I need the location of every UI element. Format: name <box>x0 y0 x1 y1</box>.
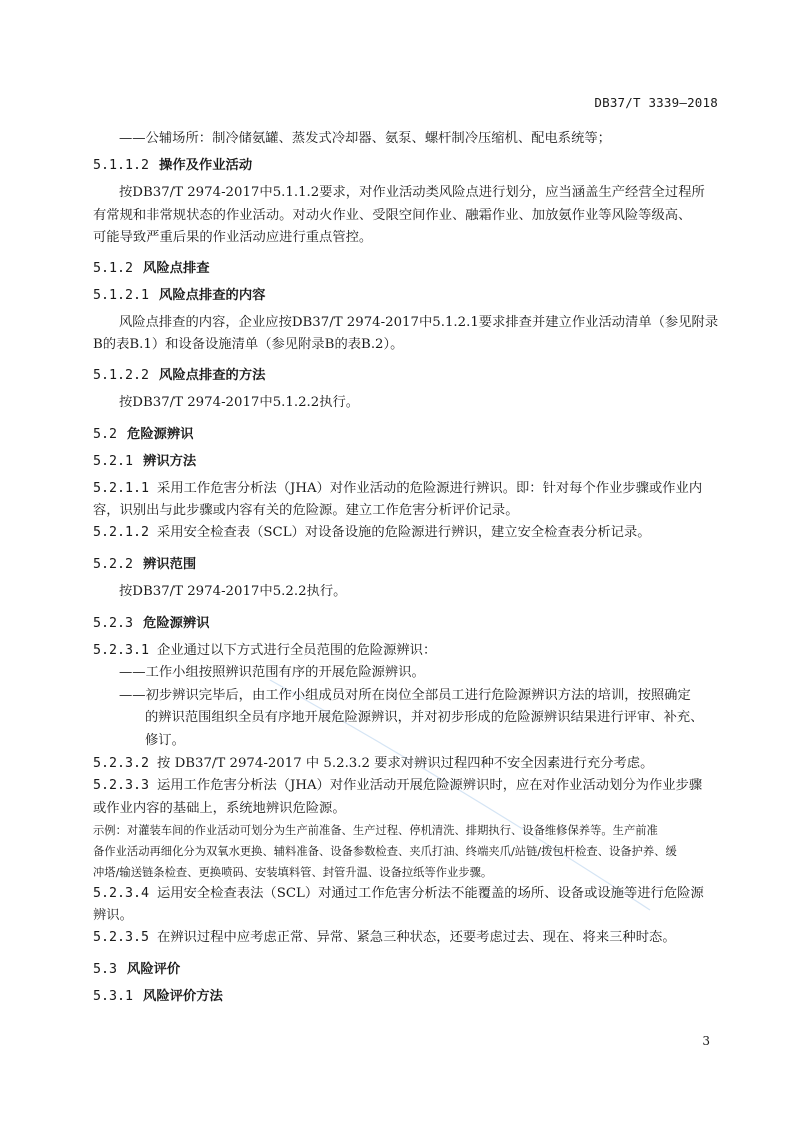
section-title: 辨识方法 <box>143 453 197 469</box>
section-title: 风险评价 <box>127 961 181 977</box>
section-heading <box>93 424 723 446</box>
clause-item <box>93 640 723 663</box>
clause-number: 5.2.1.1 <box>93 480 150 496</box>
section-number: 5.2.3 <box>93 615 134 631</box>
section-heading <box>93 613 723 635</box>
paragraph-line: 按DB37/T 2974-2017中5.2.2执行。 <box>119 583 347 599</box>
clause-item <box>93 927 723 950</box>
section-number: 5.1.2.1 <box>93 287 150 303</box>
clause-text: 在辨识过程中应考虑正常、异常、紧急三种状态，还要考虑过去、现在、将来三种时态。 <box>157 930 676 946</box>
paragraph-line: B的表B.1）和设备设施清单（参见附录B的表B.2）。 <box>93 337 404 353</box>
section-number: 5.3.1 <box>93 988 134 1004</box>
list-item: 的辨识范围组织全员有序地开展危险源辨识，并对初步形成的危险源辨识结果进行评审、补充、 <box>145 710 704 726</box>
clause-number: 5.2.1.2 <box>93 525 150 541</box>
list-item: ——初步辨识完毕后，由工作小组成员对所在岗位全部员工进行危险源辨识方法的培训，按照确定 <box>119 687 691 703</box>
section-heading <box>93 365 723 387</box>
clause-number: 5.2.3.3 <box>93 778 150 794</box>
clause-text: 运用工作危害分析法（JHA）对作业活动开展危险源辨识时，应在对作业活动划分为作业步骤 <box>157 778 703 794</box>
clause-text: 按 DB37/T 2974-2017 中 5.2.3.2 要求对辨识过程四种不安全因素进行充分考虑。 <box>157 755 654 771</box>
example-note: 备作业活动再细化分为双氧水更换、辅料准备、设备参数检查、夹爪打油、终端夹爪/站链/拨包杆检查、设备护养、缓 <box>93 844 677 858</box>
section-title: 风险点排查的内容 <box>159 287 266 303</box>
section-heading <box>93 285 723 307</box>
clause-item <box>93 775 723 798</box>
clause-number: 5.2.3.2 <box>93 755 150 771</box>
section-number: 5.2 <box>93 426 118 442</box>
paragraph-line: 风险点排查的内容，企业应按DB37/T 2974-2017中5.1.2.1要求排查并建立作业活动清单（参见附录 <box>119 314 719 330</box>
section-number: 5.2.1 <box>93 453 134 469</box>
paragraph-line: 可能导致严重后果的作业活动应进行重点管控。 <box>93 229 373 245</box>
section-title: 辨识范围 <box>143 556 197 572</box>
section-heading <box>93 959 723 981</box>
section-heading <box>93 258 723 280</box>
section-heading <box>93 554 723 576</box>
list-item: ——工作小组按照辨识范围有序的开展危险源辨识。 <box>119 665 425 681</box>
example-note: 冲塔/输送链条检查、更换喷码、安装填料管、封管升温、设备拉纸等作业步骤。 <box>93 865 493 879</box>
page-number: 3 <box>702 1034 710 1048</box>
section-title: 操作及作业活动 <box>159 158 253 173</box>
section-heading <box>93 155 723 177</box>
section-heading <box>93 451 723 473</box>
clause-text: 采用工作危害分析法（JHA）对作业活动的危险源进行辨识。即：针对每个作业步骤或作业内 <box>157 480 703 496</box>
section-title: 风险点排查的方法 <box>159 368 266 384</box>
clause-text: 采用安全检查表（SCL）对设备设施的危险源进行辨识，建立安全检查表分析记录。 <box>157 525 651 541</box>
list-item: ——公辅场所：制冷储氨罐、蒸发式冷却器、氨泵、螺杆制冷压缩机、配电系统等； <box>119 131 611 146</box>
clause-number: 5.2.3.4 <box>93 885 150 901</box>
paragraph-line: 或作业内容的基础上，系统地辨识危险源。 <box>93 800 346 816</box>
clause-text: 运用安全检查表法（SCL）对通过工作危害分析法不能覆盖的场所、设备或设施等进行危险源 <box>157 885 704 901</box>
paragraph-line: 按DB37/T 2974-2017中5.1.2.2执行。 <box>119 395 360 411</box>
paragraph-line: 有常规和非常规状态的作业活动。对动火作业、受限空间作业、融霜作业、加放氨作业等风险等级高、 <box>93 207 692 223</box>
example-note: 示例：对灌装车间的作业活动可划分为生产前准备、生产过程、停机清洗、排期执行、设备维修保养等。生产前准 <box>93 823 658 837</box>
section-heading <box>93 986 723 1008</box>
section-number: 5.3 <box>93 961 118 977</box>
clause-item <box>93 883 723 906</box>
section-title: 危险源辨识 <box>127 426 194 442</box>
paragraph-line: 辨识。 <box>93 908 133 924</box>
clause-item <box>93 753 723 776</box>
paragraph-line: 容，识别出与此步骤或内容有关的危险源。建立工作危害分析评价记录。 <box>93 503 519 519</box>
section-title: 风险评价方法 <box>143 988 223 1004</box>
section-number: 5.1.2 <box>93 260 134 276</box>
section-number: 5.1.1.2 <box>93 158 150 173</box>
standard-code: DB37/T 3339—2018 <box>594 95 718 110</box>
paragraph-line: 按DB37/T 2974-2017中5.1.1.2要求，对作业活动类风险点进行划分，应当涵盖生产经营全过程所 <box>119 185 705 200</box>
clause-item <box>93 478 723 501</box>
clause-number: 5.2.3.1 <box>93 642 150 658</box>
section-title: 风险点排查 <box>143 260 210 276</box>
clause-number: 5.2.3.5 <box>93 930 150 946</box>
clause-item <box>93 522 723 545</box>
list-item: 修订。 <box>145 732 185 748</box>
clause-text: 企业通过以下方式进行全员范围的危险源辨识： <box>157 642 437 658</box>
document-body <box>93 128 723 1008</box>
section-number: 5.2.2 <box>93 556 134 572</box>
section-number: 5.1.2.2 <box>93 368 150 384</box>
section-title: 危险源辨识 <box>143 615 210 631</box>
